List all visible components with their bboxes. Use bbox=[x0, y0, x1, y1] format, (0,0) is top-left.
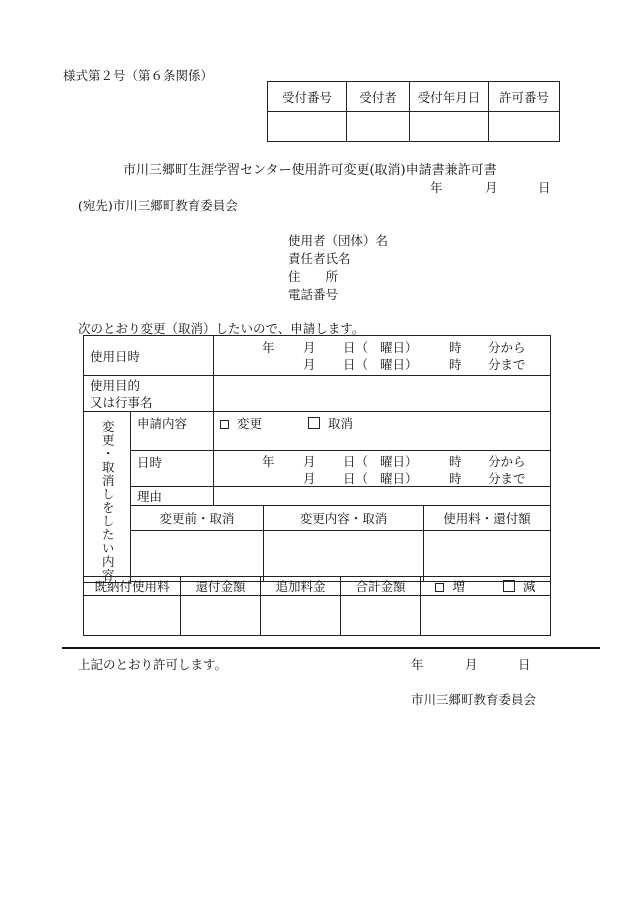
before-content-field[interactable] bbox=[131, 530, 264, 582]
request-options bbox=[214, 412, 551, 451]
usage-month-2: 月 bbox=[303, 357, 316, 372]
reason-label: 理由 bbox=[131, 487, 214, 506]
option-increase[interactable] bbox=[435, 579, 465, 594]
usage-hour-1: 時 bbox=[449, 340, 462, 355]
fee-paid-header: 既納付使用料 bbox=[84, 577, 181, 596]
fee-total-field[interactable] bbox=[341, 596, 421, 636]
date-day: 日 bbox=[538, 180, 551, 195]
applicant-user-name-label: 使用者（団体）名 bbox=[288, 233, 389, 248]
after-content-field[interactable] bbox=[264, 530, 424, 582]
fee-summary-table bbox=[83, 576, 551, 636]
date-month: 月 bbox=[485, 180, 498, 195]
change-section-label-cell bbox=[84, 412, 131, 583]
application-table bbox=[83, 335, 551, 583]
purpose-label-line-1: 使用目的 bbox=[90, 378, 141, 393]
fee-paid-field[interactable] bbox=[84, 596, 181, 636]
usage-weekday-1: 曜日） bbox=[380, 340, 418, 355]
reception-value-permit[interactable] bbox=[489, 112, 560, 142]
fee-direction-options bbox=[421, 577, 551, 596]
reception-value-date[interactable] bbox=[410, 112, 489, 142]
purpose-field[interactable] bbox=[214, 376, 551, 412]
applicant-responsible-label: 責任者氏名 bbox=[288, 251, 351, 266]
change-datetime-label: 日時 bbox=[131, 450, 214, 487]
purpose-label bbox=[84, 376, 214, 412]
fee-additional-header: 追加料金 bbox=[261, 577, 341, 596]
change-section-label: 変更・取消しをしたい内容 bbox=[100, 420, 116, 582]
change-hour-2: 時 bbox=[449, 470, 462, 486]
fee-additional-field[interactable] bbox=[261, 596, 341, 636]
usage-day-2: 日（ bbox=[343, 357, 369, 372]
reason-field[interactable] bbox=[214, 487, 551, 506]
request-label: 申請内容 bbox=[131, 412, 214, 451]
usage-datetime-field[interactable] bbox=[214, 336, 551, 376]
col-after-header: 変更内容・取消 bbox=[264, 506, 424, 530]
checkbox-cancel[interactable] bbox=[308, 417, 320, 429]
change-day-1: 日（ bbox=[343, 453, 369, 469]
approval-year: 年 bbox=[411, 657, 424, 672]
fee-refund-field[interactable] bbox=[181, 596, 261, 636]
change-until: 分まで bbox=[488, 470, 526, 486]
reception-value-number[interactable] bbox=[268, 112, 347, 142]
applicant-phone-label: 電話番号 bbox=[288, 287, 339, 302]
change-datetime-field[interactable] bbox=[214, 450, 551, 487]
date-year: 年 bbox=[430, 180, 443, 195]
reception-value-receiver[interactable] bbox=[347, 112, 410, 142]
change-weekday-1: 曜日） bbox=[380, 453, 418, 469]
usage-month-1: 月 bbox=[303, 340, 316, 355]
usage-weekday-2: 曜日） bbox=[380, 357, 418, 372]
reception-header-permit: 許可番号 bbox=[489, 82, 560, 112]
usage-hour-2: 時 bbox=[449, 357, 462, 372]
reception-table bbox=[267, 81, 560, 142]
approval-day: 日 bbox=[518, 657, 531, 672]
checkbox-increase[interactable] bbox=[435, 583, 444, 592]
change-weekday-2: 曜日） bbox=[380, 470, 418, 486]
option-decrease[interactable] bbox=[503, 579, 536, 594]
applicant-address-label: 住 所 bbox=[288, 269, 339, 284]
change-month-2: 月 bbox=[303, 470, 316, 486]
option-decrease-label: 減 bbox=[522, 579, 536, 594]
col-before-header: 変更前・取消 bbox=[131, 506, 264, 530]
option-increase-label: 増 bbox=[452, 579, 465, 594]
col-fee-header: 使用料・還付額 bbox=[424, 506, 551, 530]
separator-rule bbox=[62, 647, 600, 649]
change-month-1: 月 bbox=[303, 453, 316, 469]
reception-header-date: 受付年月日 bbox=[410, 82, 489, 112]
fee-total-header: 合計金額 bbox=[341, 577, 421, 596]
checkbox-change[interactable] bbox=[220, 420, 229, 429]
usage-until: 分まで bbox=[488, 357, 526, 372]
usage-day-1: 日（ bbox=[343, 340, 369, 355]
usage-from: 分から bbox=[488, 340, 526, 355]
option-cancel-label: 取消 bbox=[328, 416, 354, 431]
approval-month: 月 bbox=[465, 657, 478, 672]
change-hour-1: 時 bbox=[449, 453, 462, 469]
purpose-label-line-2: 又は行事名 bbox=[90, 395, 153, 410]
option-change[interactable] bbox=[220, 414, 262, 432]
change-from: 分から bbox=[488, 453, 526, 469]
usage-datetime-label: 使用日時 bbox=[84, 336, 214, 376]
intro-text: 次のとおり変更（取消）したいので、申請します。 bbox=[78, 321, 365, 336]
checkbox-decrease[interactable] bbox=[503, 580, 515, 592]
change-year: 年 bbox=[262, 453, 275, 469]
reception-header-number: 受付番号 bbox=[268, 82, 347, 112]
addressee: (宛先)市川三郷町教育委員会 bbox=[78, 198, 238, 213]
fee-direction-field[interactable] bbox=[421, 596, 551, 636]
approval-text: 上記のとおり許可します。 bbox=[78, 657, 228, 672]
usage-year: 年 bbox=[262, 340, 275, 355]
form-number: 様式第２号（第６条関係） bbox=[63, 68, 214, 83]
fee-content-field[interactable] bbox=[424, 530, 551, 582]
reception-header-receiver: 受付者 bbox=[347, 82, 410, 112]
option-cancel[interactable] bbox=[308, 414, 353, 432]
change-day-2: 日（ bbox=[343, 470, 369, 486]
fee-refund-header: 還付金額 bbox=[181, 577, 261, 596]
document-title: 市川三郷町生涯学習センター使用許可変更(取消)申請書兼許可書 bbox=[123, 163, 497, 178]
approval-issuer: 市川三郷町教育委員会 bbox=[411, 692, 537, 707]
option-change-label: 変更 bbox=[237, 416, 263, 431]
